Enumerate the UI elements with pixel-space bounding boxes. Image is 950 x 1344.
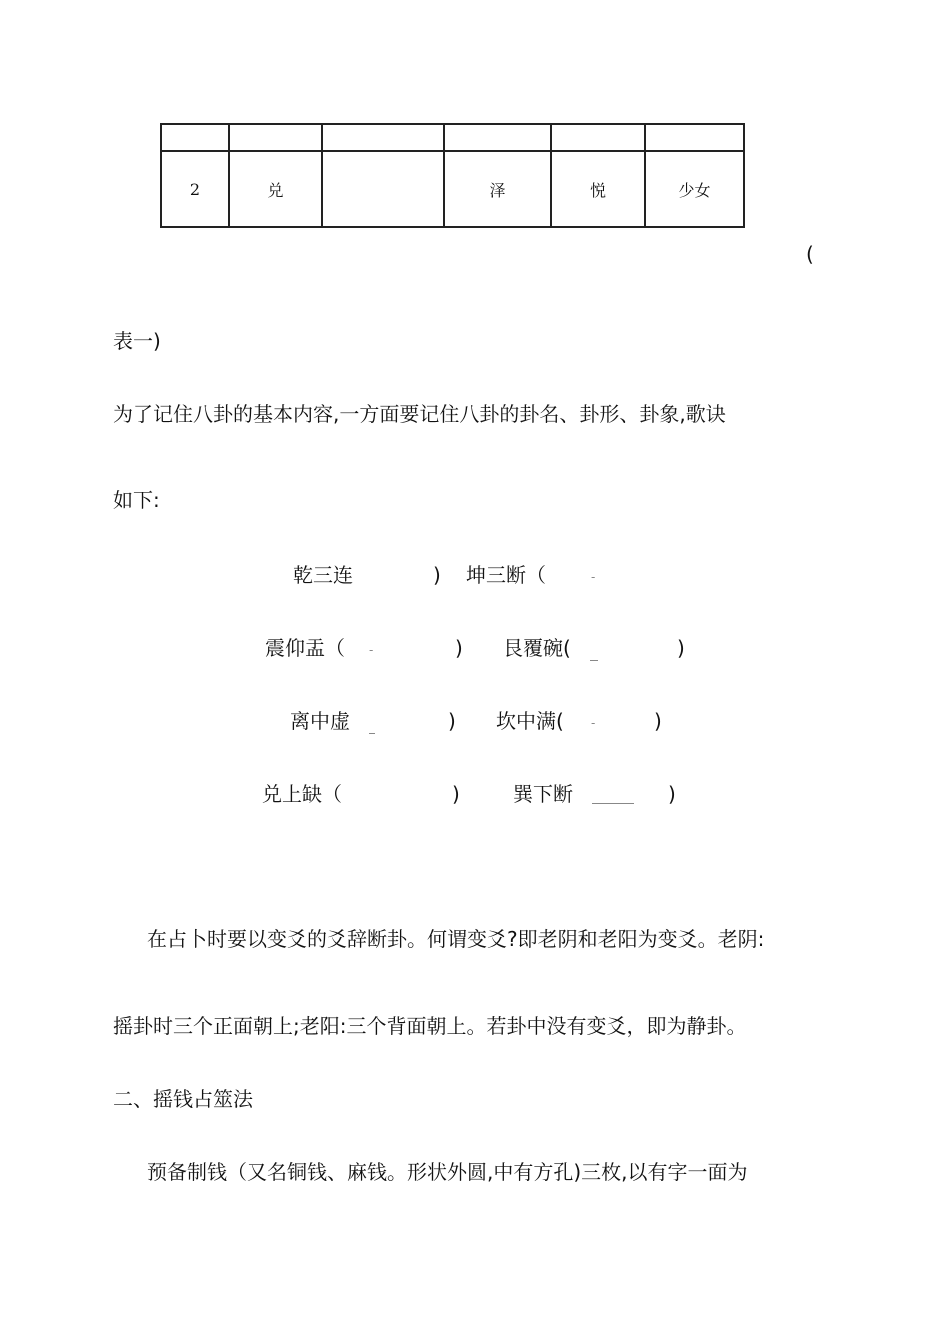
- table-cell-nature: 悦: [551, 151, 645, 227]
- paragraph-line: 为了记住八卦的基本内容,一方面要记住八卦的卦名、卦形、卦象,歌诀: [113, 402, 726, 426]
- verse-xun-blank: [592, 789, 634, 804]
- table-cell-number: 2: [161, 151, 229, 227]
- verse-kun-mark: -: [591, 570, 596, 584]
- verse-dui-close: ): [452, 782, 460, 806]
- verse-gen-blank: [590, 646, 598, 661]
- verse-xun: 巽下断: [513, 782, 573, 806]
- table-row: [161, 124, 744, 151]
- verse-li: 离中虚: [290, 709, 350, 733]
- paragraph-line: 如下:: [113, 488, 160, 512]
- table-cell: [645, 124, 744, 151]
- table-caption: 表一): [113, 329, 161, 353]
- table-cell: [229, 124, 322, 151]
- verse-zhen: 震仰盂（: [265, 636, 345, 660]
- verse-gen-close: ): [677, 636, 685, 660]
- verse-li-close: ): [448, 709, 456, 733]
- verse-li-blank: [369, 719, 375, 734]
- table-cell: [161, 124, 229, 151]
- paragraph-line: 预备制钱（又名铜钱、麻钱。形状外圆,中有方孔)三枚,以有字一面为: [147, 1160, 748, 1184]
- verse-zhen-mark: -: [369, 643, 374, 657]
- table-row: [161, 151, 744, 227]
- table-cell-trigram-shape: [322, 151, 444, 227]
- table-cell-trigram-name: 兑: [229, 151, 322, 227]
- verse-kan-mark: -: [591, 716, 596, 730]
- table-cell-image: 泽: [444, 151, 551, 227]
- table-cell-family: 少女: [645, 151, 744, 227]
- verse-qian: 乾三连: [293, 563, 353, 587]
- section-heading: 二、摇钱占筮法: [113, 1087, 253, 1111]
- trigram-table: [160, 123, 745, 228]
- verse-zhen-close: ): [455, 636, 463, 660]
- table-cell: [551, 124, 645, 151]
- paragraph-line: 在占卜时要以变爻的爻辞断卦。何谓变爻?即老阴和老阳为变爻。老阴:: [147, 927, 765, 951]
- verse-kan-close: ): [654, 709, 662, 733]
- verse-gen: 艮覆碗(: [503, 636, 571, 660]
- caption-open-paren: (: [806, 242, 814, 266]
- verse-kan: 坎中满(: [496, 709, 564, 733]
- verse-xun-close: ): [668, 782, 676, 806]
- verse-dui: 兑上缺（: [262, 782, 342, 806]
- verse-qian-close: ): [433, 563, 441, 587]
- verse-kun: 坤三断（: [466, 563, 546, 587]
- paragraph-line: 摇卦时三个正面朝上;老阳:三个背面朝上。若卦中没有变爻，即为静卦。: [113, 1014, 747, 1038]
- table-cell: [444, 124, 551, 151]
- table-cell: [322, 124, 444, 151]
